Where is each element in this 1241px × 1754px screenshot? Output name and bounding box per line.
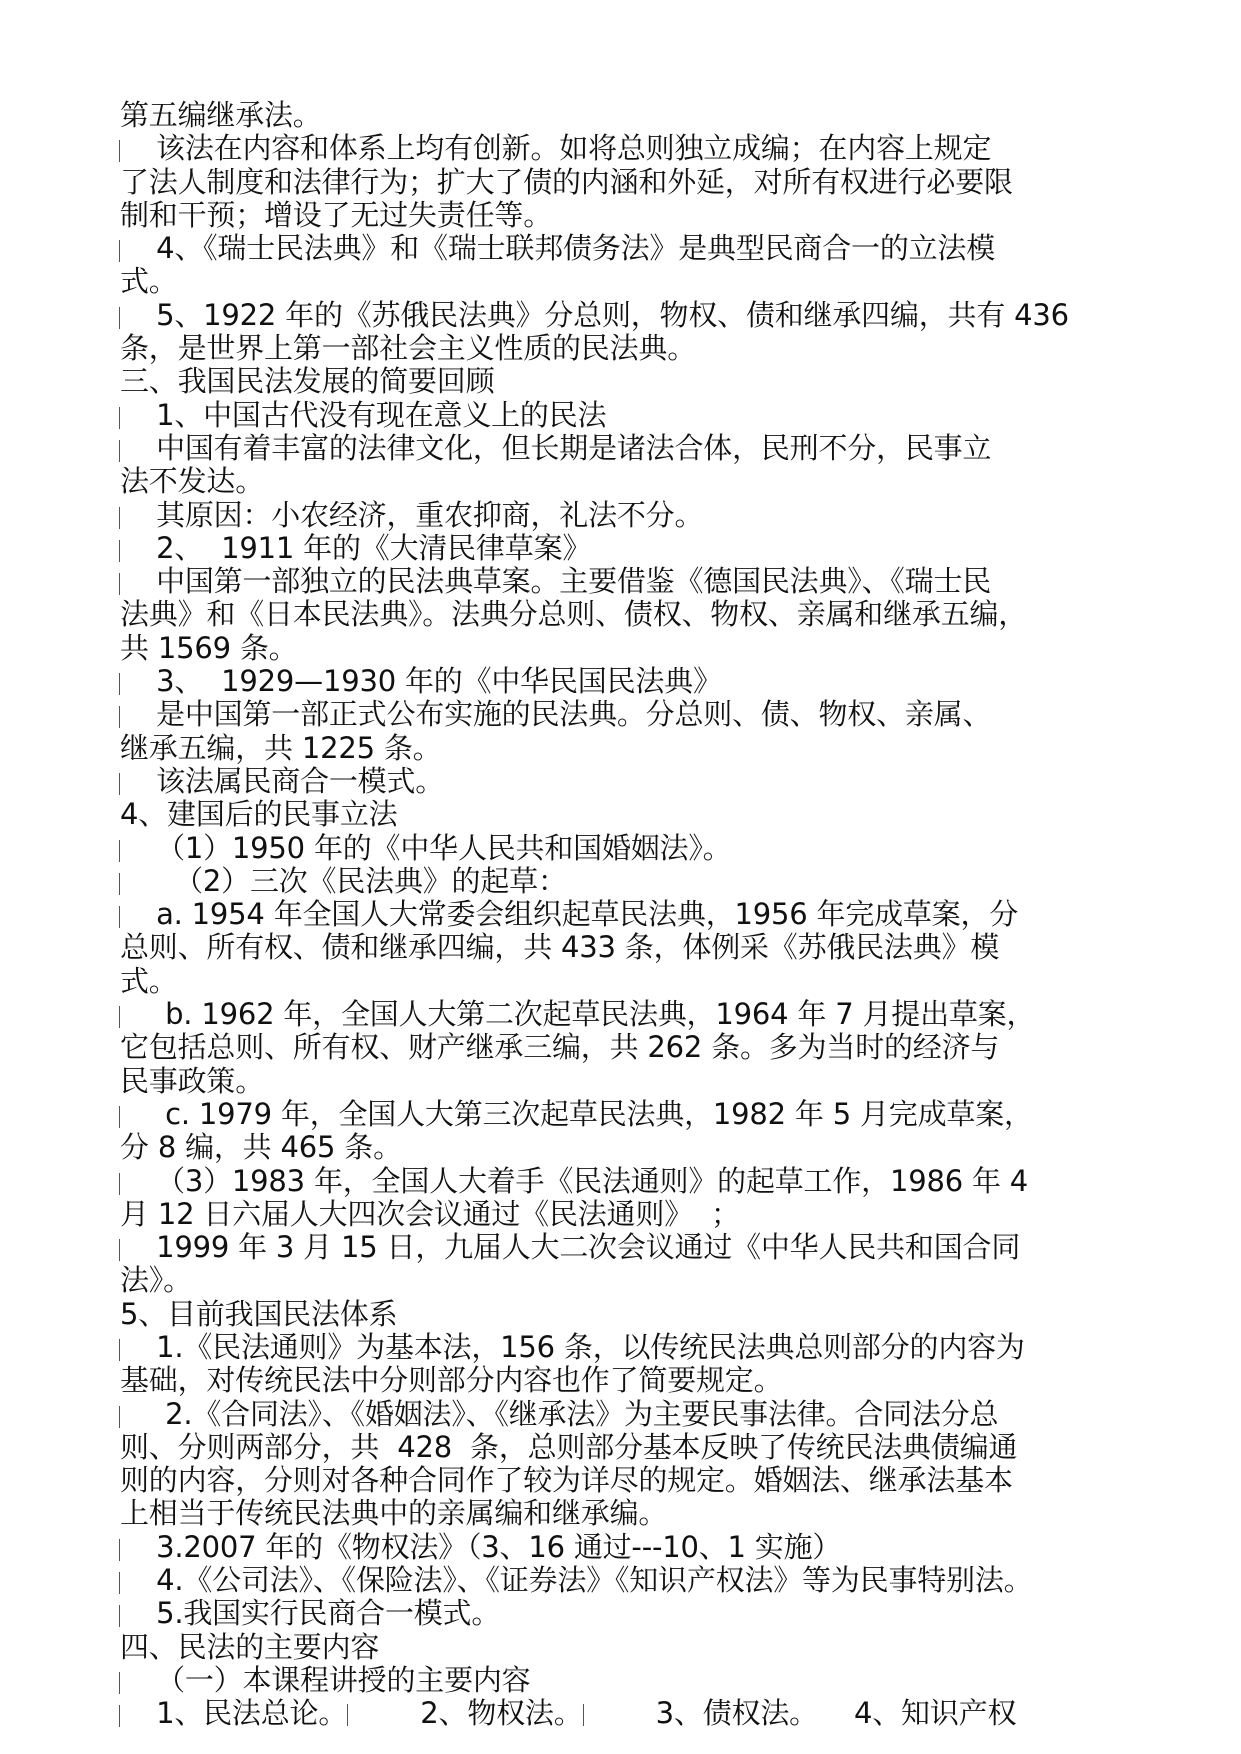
text-line: 1、中国古代没有现在意义上的民法 [120, 399, 1160, 432]
text-line: 上相当于传统民法典中的亲属编和继承编。 [120, 1496, 668, 1531]
text-line: 其原因：小农经济，重农抑商，礼法不分。 [120, 499, 1160, 532]
text-line: 1999 年 3 月 15 日，九届人大二次会议通过《中华人民共和国合同 [120, 1231, 1160, 1264]
text-line: 5、1922 年的《苏俄民法典》分总则，物权、债和继承四编，共有 436 [120, 299, 1160, 332]
text-line: 月 12 日六届人大四次会议通过《民法通则》 ； [120, 1196, 740, 1231]
text-line: （2）三次《民法典》的起草： [120, 865, 1160, 898]
document-page [120, 99, 1160, 1731]
text-line: 制和干预；增设了无过失责任等。 [120, 197, 553, 232]
text-line: 该法在内容和体系上均有创新。如将总则独立成编；在内容上规定 [120, 132, 1160, 165]
text-line: 5、目前我国民法体系 [120, 1296, 398, 1331]
text-line: 4、《瑞士民法典》和《瑞士联邦债务法》是典型民商合一的立法模 [120, 232, 1160, 265]
text-line: （1）1950 年的《中华人民共和国婚姻法》。 [120, 832, 1160, 865]
text-line: a. 1954 年全国人大常委会组织起草民法典，1956 年完成草案，分 [120, 898, 1160, 931]
text-line: 则、分则两部分，共 428 条，总则部分基本反映了传统民法典债编通 [120, 1429, 1018, 1464]
text-line: 第五编继承法。 [120, 98, 322, 132]
text-line: 总则、所有权、债和继承四编，共 433 条，体例采《苏俄民法典》模 [120, 930, 1000, 965]
text-line: c. 1979 年，全国人大第三次起草民法典，1982 年 5 月完成草案， [120, 1098, 1160, 1131]
text-line: 继承五编，共 1225 条。 [120, 730, 442, 765]
text-line: 法典》和《日本民法典》。法典分总则、债权、物权、亲属和继承五编， [120, 597, 1028, 632]
text-line: 2、 1911 年的《大清民律草案》 [120, 532, 1160, 565]
text-line: （3）1983 年，全国人大着手《民法通则》的起草工作，1986 年 4 [120, 1165, 1160, 1198]
text-line: 民事政策。 [120, 1063, 265, 1098]
text-line: 3、 1929—1930 年的《中华民国民法典》 [120, 665, 1160, 698]
text-line: 5.我国实行民商合一模式。 [120, 1597, 1160, 1630]
text-line: 四、民法的主要内容 [120, 1629, 380, 1664]
text-line-final [120, 1697, 1160, 1730]
text-line: （一）本课程讲授的主要内容 [120, 1664, 1160, 1697]
text-line: 共 1569 条。 [120, 630, 298, 665]
text-line: 该法属民商合一模式。 [120, 765, 1160, 798]
text-line: 1.《民法通则》为基本法，156 条，以传统民法典总则部分的内容为 [120, 1331, 1160, 1364]
text-segment: 3、债权法。 4、知识产权 [583, 1696, 1017, 1731]
text-line: 法》。 [120, 1263, 192, 1298]
text-line: b. 1962 年，全国人大第二次起草民法典，1964 年 7 月提出草案， [120, 998, 1160, 1031]
text-segment: 1、民法总论。 [120, 1696, 348, 1731]
text-line: 中国有着丰富的法律文化，但长期是诸法合体，民刑不分，民事立 [120, 432, 1160, 465]
text-line: 三、我国民法发展的简要回顾 [120, 364, 495, 399]
text-line: 3.2007 年的《物权法》（3、16 通过---10、1 实施） [120, 1531, 1160, 1564]
text-line: 中国第一部独立的民法典草案。主要借鉴《德国民法典》、《瑞士民 [120, 565, 1160, 598]
text-line: 4.《公司法》、《保险法》、《证券法》《知识产权法》等为民事特别法。 [120, 1564, 1160, 1597]
text-line: 基础，对传统民法中分则部分内容也作了简要规定。 [120, 1363, 783, 1398]
text-line: 则的内容，分则对各种合同作了较为详尽的规定。婚姻法、继承法基本 [120, 1463, 1013, 1498]
text-line: 2.《合同法》、《婚姻法》、《继承法》为主要民事法律。合同法分总 [120, 1398, 1160, 1431]
text-line: 了法人制度和法律行为；扩大了债的内涵和外延，对所有权进行必要限 [120, 164, 1013, 199]
text-line: 式。 [120, 264, 178, 299]
text-line: 式。 [120, 963, 178, 998]
text-line: 法不发达。 [120, 464, 265, 499]
text-line: 4、建国后的民事立法 [120, 797, 398, 832]
text-line: 分 8 编，共 465 条。 [120, 1130, 402, 1165]
text-segment: 2、物权法。 [348, 1696, 583, 1731]
text-line: 是中国第一部正式公布实施的民法典。分总则、债、物权、亲属、 [120, 698, 1160, 731]
text-line: 条，是世界上第一部社会主义性质的民法典。 [120, 331, 697, 366]
text-line: 它包括总则、所有权、财产继承三编，共 262 条。多为当时的经济与 [120, 1030, 1000, 1065]
